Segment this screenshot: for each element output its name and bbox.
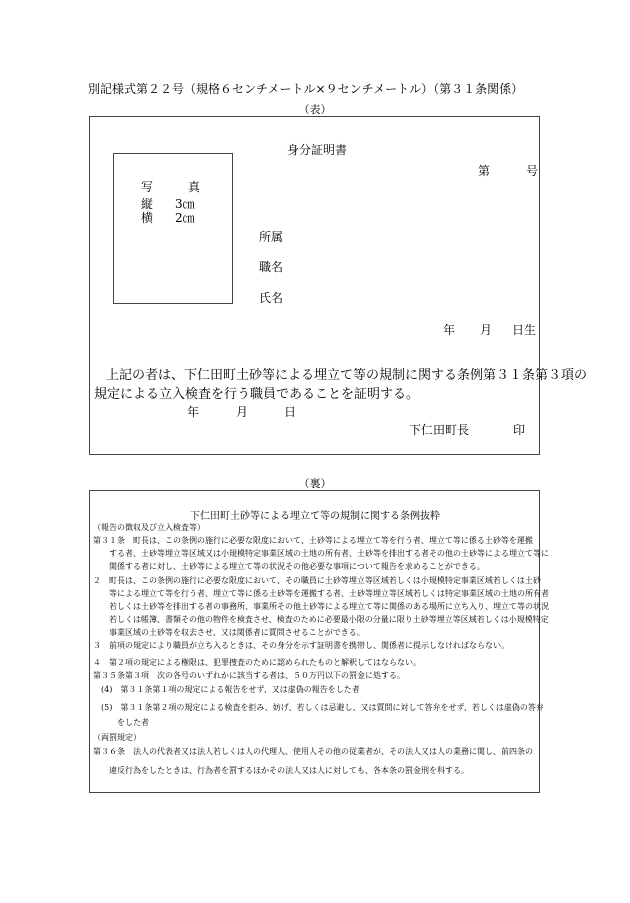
photo-label-shin: 真 — [188, 180, 201, 194]
photo-height-label: 縦 — [141, 197, 154, 211]
back-line-11: ４ 第２項の規定による権限は、犯罪捜査のために認められたものと解釈してはならない。 — [93, 658, 421, 667]
form-header: 別記様式第２２号（規格６センチメートル×９センチメートル）（第３１条関係） — [88, 82, 524, 96]
issuer-name: 下仁田町長 — [409, 423, 470, 437]
back-line-18: 違反行為をしたときは、行為者を罰するほかその法人又は人に対しても、各本条の罰金刑を科する。 — [93, 766, 469, 775]
field-name: 氏名 — [259, 291, 284, 305]
statement-line-1: 上記の者は、下仁田町土砂等による埋立て等の規制に関する条例第３１条第３項の — [106, 368, 588, 383]
photo-label-sha: 写 — [141, 180, 154, 194]
back-line-8: 若しくは帳簿、書類その他の物件を検査させ、検査のために必要最小限の分量に限り土砂等埋立等区域若しくは小規模特定 — [93, 615, 549, 624]
issue-year: 年 — [187, 405, 200, 419]
field-affiliation: 所属 — [259, 230, 284, 244]
birth-day: 日生 — [512, 323, 537, 337]
back-line-1: （報告の徴収及び立入検査等） — [93, 523, 205, 532]
issue-month: 月 — [236, 405, 249, 419]
back-line-6: 等による埋立て等を行う者、埋立て等に係る土砂等を運搬する者、土砂等埋立等区域若しくは特定事業区域の土地の所有者 — [93, 589, 549, 598]
photo-width-value: 2㎝ — [175, 211, 195, 225]
front-side-label: （表） — [298, 103, 332, 116]
back-line-3: する者、土砂等埋立等区域又は小規模特定事業区域の土地の所有者、土砂等を排出する者その他の土砂等による埋立て等に — [93, 549, 549, 558]
back-line-13: (4) 第３１条第１項の規定による報告をせず、又は虚偽の報告をした者 — [93, 685, 360, 694]
back-side-label: （裏） — [298, 477, 332, 490]
birth-year: 年 — [443, 323, 456, 337]
photo-width-label: 横 — [141, 211, 154, 225]
back-line-2: 第３１条 町長は、この条例の施行に必要な限度において、土砂等による埋立て等を行う者、埋立て等に係る土砂等を運搬 — [93, 536, 533, 545]
statement-line-2: 規定による立入検査を行う職員であることを証明する。 — [94, 387, 420, 402]
back-line-9: 事業区域の土砂等を収去させ、又は関係者に質問させることができる。 — [93, 628, 365, 637]
seal-mark: 印 — [513, 423, 526, 437]
field-job-title: 職名 — [259, 260, 284, 274]
back-title: 下仁田町土砂等による埋立て等の規制に関する条例抜粋 — [190, 511, 440, 522]
number-prefix: 第 — [478, 164, 491, 178]
back-line-5: ２ 町長は、この条例の施行に必要な限度において、その職員に土砂等埋立等区域若しくは小規模特定事業区域若しくは土砂 — [93, 576, 541, 585]
back-line-14: (5) 第３１条第２項の規定による検査を拒み、妨げ、若しくは忌避し、又は質問に対して答弁をせず、若しくは虚偽の答弁 — [93, 703, 544, 712]
photo-placeholder — [113, 153, 233, 304]
back-line-17: 第３６条 法人の代表者又は法人若しくは人の代理人、使用人その他の従業者が、その法人又は人の業務に関し、前四条の — [93, 747, 533, 756]
issue-day: 日 — [284, 405, 297, 419]
back-line-15: をした者 — [93, 718, 149, 727]
back-line-16: （両罰規定） — [93, 733, 141, 742]
back-line-4: 関係する者に対し、土砂等による埋立て等の状況その他必要な事項について報告を求めることができる。 — [93, 562, 485, 571]
document-title: 身分証明書 — [287, 143, 348, 157]
back-line-12: 第３５条第３項 次の各号のいずれかに該当する者は、５０万円以下の罰金に処する。 — [93, 671, 405, 680]
number-suffix: 号 — [526, 164, 539, 178]
back-line-10: ３ 前項の規定により職員が立ち入るときは、その身分を示す証明書を携帯し、関係者に提示しなければならない。 — [93, 641, 509, 650]
birth-month: 月 — [480, 323, 493, 337]
photo-height-value: 3㎝ — [175, 197, 195, 211]
back-line-7: 若しくは土砂等を排出する者の事務所、事業所その他土砂等による埋立て等に関係のある場所に立ち入り、埋立て等の状況 — [93, 602, 549, 611]
